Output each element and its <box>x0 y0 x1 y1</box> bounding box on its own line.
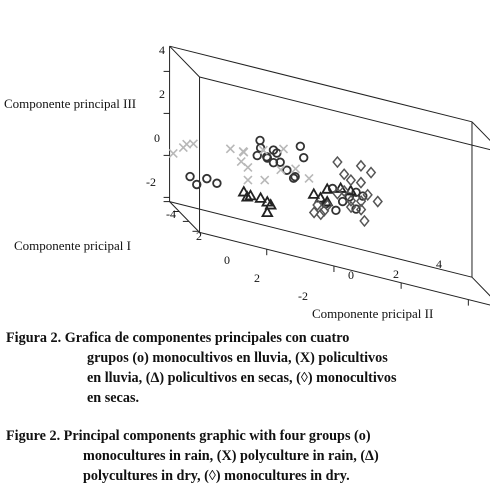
axis-title-pc2: Componente pricipal II <box>312 306 434 321</box>
tick-z-0: 4 <box>159 43 165 57</box>
figure-caption-spanish <box>6 328 486 408</box>
point-s1-7 <box>244 176 252 184</box>
point-s1-4 <box>226 145 234 153</box>
caption-en-line-1: Figure 2. Principal components graphic with four groups (o) <box>6 428 371 444</box>
point-s1-11 <box>239 148 247 156</box>
box-edge-11 <box>472 122 490 153</box>
point-s1-14 <box>292 165 300 173</box>
tick-z-2: 0 <box>154 131 160 145</box>
box-edge-3 <box>200 77 490 153</box>
point-s0-3 <box>213 179 221 187</box>
box-edge-10 <box>170 46 200 77</box>
point-s3-16 <box>374 197 382 207</box>
caption-es-line-4: en secas. <box>87 390 140 406</box>
tick-y-0: -2 <box>298 289 308 303</box>
point-s1-13 <box>280 145 288 153</box>
point-s3-13 <box>340 169 348 179</box>
point-s3-19 <box>333 157 341 167</box>
point-s0-19 <box>332 207 340 215</box>
point-s3-12 <box>347 175 355 185</box>
point-s1-3 <box>189 140 197 148</box>
tick-y-1: 0 <box>348 268 354 282</box>
caption-es-line-2: grupos (o) monocultivos en lluvia, (X) policultivos <box>87 350 388 366</box>
point-s2-7 <box>309 189 319 198</box>
tick-z-3: -2 <box>146 175 156 189</box>
box-edge-9 <box>472 277 490 308</box>
figure-caption-english <box>6 426 486 486</box>
point-s1-15 <box>305 174 313 182</box>
tick-y-3: 4 <box>436 257 442 271</box>
point-s0-0 <box>186 173 194 181</box>
point-s3-18 <box>367 168 375 178</box>
box-edge-2 <box>200 232 490 308</box>
point-s0-16 <box>300 154 308 162</box>
axis-title-pc3: Componente principal III <box>4 96 137 111</box>
tick-x-0: -4 <box>166 207 176 221</box>
point-s3-17 <box>357 161 365 171</box>
series-0 <box>186 137 366 215</box>
point-s0-17 <box>297 143 305 151</box>
tick-x-1: 2 <box>196 229 202 243</box>
tick-z-1: 2 <box>159 87 165 101</box>
point-s1-10 <box>237 158 245 166</box>
box-edge-1 <box>170 46 472 122</box>
point-s3-14 <box>357 178 365 188</box>
tick-x-3: 2 <box>254 271 260 285</box>
caption-en-line-3: polycultures in dry, (◊) monocultures in dry. <box>83 468 350 484</box>
caption-es-line-3: en lluvia, (Δ) policultivos en secas, (◊) monocultivos <box>87 370 397 386</box>
tick-x-2: 0 <box>224 253 230 267</box>
caption-en-line-2: monocultures in rain, (X) polyculture in rain, (Δ) <box>83 448 379 464</box>
tick-y-2: 2 <box>393 267 399 281</box>
point-s2-3 <box>256 193 266 202</box>
caption-es-line-1: Figura 2. Grafica de componentes principales con cuatro <box>6 330 350 346</box>
point-s0-2 <box>203 175 211 183</box>
point-s1-0 <box>169 149 177 157</box>
point-s1-9 <box>261 176 269 184</box>
axis-title-pc1: Componente pricipal I <box>14 238 131 253</box>
point-s1-12 <box>259 146 267 154</box>
point-s0-8 <box>256 137 264 145</box>
data-points <box>169 137 382 226</box>
point-s3-9 <box>360 216 368 226</box>
